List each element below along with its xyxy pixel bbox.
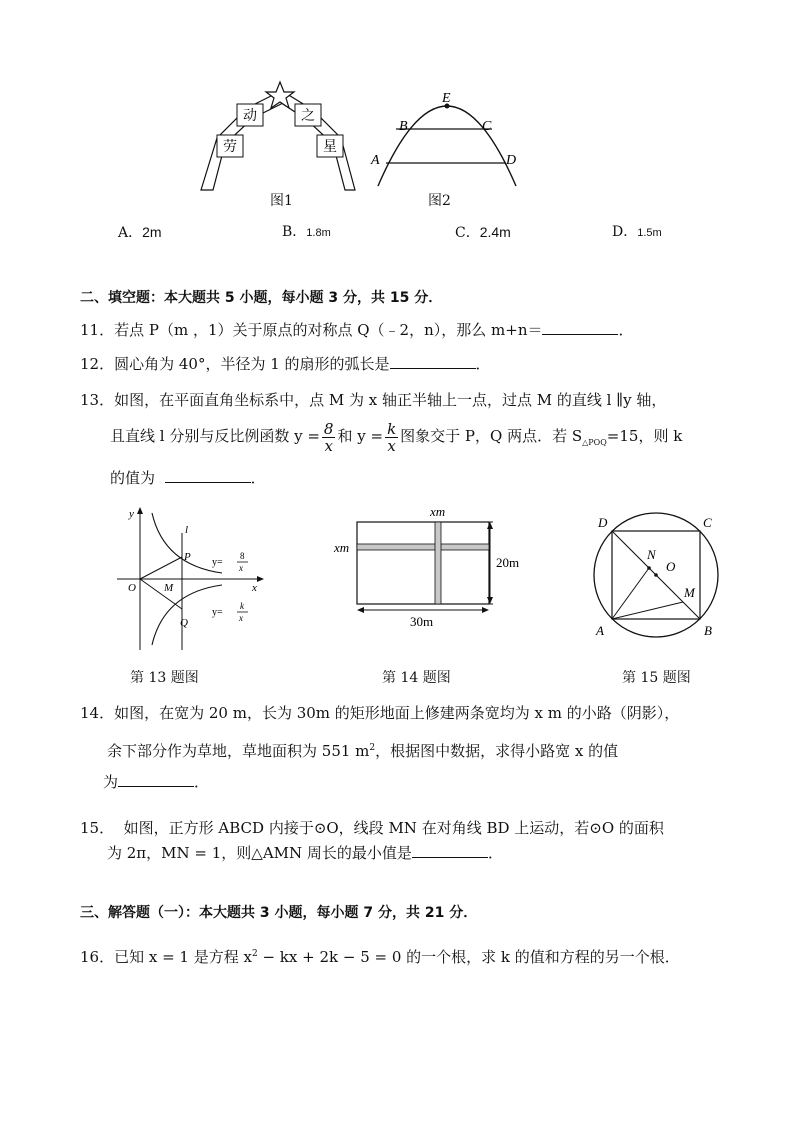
fig1-char-1: 劳 — [223, 140, 237, 155]
fig15-label-b: B — [704, 623, 712, 638]
fig13-label-y: y — [129, 508, 134, 520]
q14-line2: 余下部分作为草地，草地面积为 551 m — [107, 742, 370, 760]
fig15-label-m: M — [684, 585, 695, 600]
fig14-bottom-label: 30m — [410, 614, 434, 629]
q14-answer-blank[interactable] — [118, 772, 194, 787]
q16-number: 16． — [80, 948, 115, 966]
fig13-curve1-prefix: y= — [212, 557, 223, 568]
question-11 — [80, 320, 634, 340]
fig15-label-n: N — [647, 547, 656, 562]
q16-superscript: 2 — [251, 949, 258, 959]
q11-text: 若点 P（m ，1）关于原点的对称点 Q（﹣2，n），那么 m+n＝ — [114, 321, 543, 339]
fig15-label-d: D — [598, 515, 608, 530]
q13-line-1 — [80, 390, 666, 410]
option-d-letter: D． — [612, 224, 638, 240]
q15-number: 15． — [80, 819, 115, 837]
q15-line-1 — [80, 818, 664, 838]
q14-line-2 — [107, 738, 618, 761]
option-c-letter: C． — [455, 225, 480, 241]
fig2-label-e: E — [442, 91, 451, 106]
option-b-letter: B． — [282, 224, 307, 240]
question-12 — [80, 354, 491, 374]
option-c — [455, 222, 511, 243]
fig2-label-b: B — [399, 119, 408, 134]
fig1-caption: 图1 — [270, 193, 293, 209]
q14-line1: 如图，在宽为 20 m，长为 30m 的矩形地面上修建两条宽均为 x m 的小路（阴影）， — [114, 704, 680, 722]
section-3-heading: 三、解答题（一）：本大题共 3 小题，每小题 7 分，共 21 分． — [80, 905, 478, 921]
option-b-value: 1.8m — [306, 227, 331, 239]
q13-number: 13． — [80, 391, 115, 409]
q12-end: ． — [475, 355, 491, 373]
q13-line2-b: 和 y = — [337, 427, 384, 445]
q14-line3: 为 — [103, 773, 119, 791]
q15-end: ． — [487, 844, 503, 862]
fig13-label-x: x — [252, 582, 257, 594]
q13-answer-blank[interactable] — [165, 468, 251, 483]
fig13-label-q: Q — [180, 617, 188, 629]
option-d-value: 1.5m — [637, 227, 662, 239]
q13-fraction-8-over-x: $\frac{8}{x}$ — [323, 419, 334, 455]
q16-text-b: − kx + 2k − 5 = 0 的一个根，求 k 的值和方程的另一个根． — [257, 948, 680, 966]
q15-answer-blank[interactable] — [412, 843, 488, 858]
q14-superscript: 2 — [369, 743, 376, 753]
question-16 — [80, 944, 680, 967]
fig2-label-c: C — [482, 119, 492, 134]
figure-2 — [368, 86, 528, 191]
fig13-curve1-den: x — [239, 563, 243, 573]
option-a-letter: A． — [118, 225, 143, 241]
q12-text: 圆心角为 40°，半径为 1 的扇形的弧长是 — [114, 355, 390, 373]
fig1-char-3: 之 — [301, 109, 315, 124]
fig2-caption: 图2 — [428, 193, 451, 209]
option-c-value: 2.4m — [479, 224, 511, 240]
fig15-label-a: A — [596, 623, 604, 638]
q15-line1: 如图，正方形 ABCD 内接于⊙O，线段 MN 在对角线 BD 上运动，若⊙O 的面积 — [123, 819, 664, 837]
option-a-value: 2m — [142, 224, 162, 240]
fig13-label-m: M — [164, 582, 174, 594]
fig2-label-a: A — [371, 153, 380, 168]
fig14-caption: 第 14 题图 — [382, 670, 451, 686]
q13-end: ． — [250, 469, 266, 487]
figure-13 — [112, 505, 272, 655]
q14-line-1 — [80, 703, 679, 723]
option-b — [282, 222, 331, 243]
fig14-top-label: xm — [430, 504, 446, 519]
q13-line2-a: 且直线 l 分别与反比例函数 y = — [110, 427, 320, 445]
q13-line1: 如图，在平面直角坐标系中，点 M 为 x 轴正半轴上一点，过点 M 的直线 l ∥y 轴， — [114, 391, 667, 409]
fig13-label-p: P — [184, 551, 191, 563]
q15-line-2 — [107, 843, 503, 863]
figure-14 — [330, 502, 530, 642]
option-d — [612, 222, 662, 243]
q12-number: 12． — [80, 355, 115, 373]
q12-answer-blank[interactable] — [390, 354, 476, 369]
q13-line2-c: 图象交于 P，Q 两点．若 S — [400, 427, 583, 445]
fig14-left-label: xm — [334, 540, 350, 555]
q14-number: 14． — [80, 704, 115, 722]
q11-answer-blank[interactable] — [542, 320, 618, 335]
figure-15 — [588, 505, 728, 645]
q13-fraction-k-over-x: $\frac{k}{x}$ — [387, 419, 397, 455]
q13-line-2 — [110, 416, 682, 463]
fig2-label-d: D — [506, 153, 517, 168]
q13-line3: 的值为 — [110, 469, 156, 487]
fig15-label-o: O — [666, 559, 676, 574]
fig15-label-c: C — [703, 515, 712, 530]
q11-end: ． — [618, 321, 634, 339]
fig13-curve2-den: x — [239, 613, 243, 623]
figure-1 — [195, 80, 365, 195]
fig13-curve2-num: k — [240, 601, 244, 611]
fig1-char-2: 动 — [243, 109, 257, 124]
q13-line-3 — [110, 468, 266, 488]
q11-number: 11． — [80, 321, 115, 339]
fig15-caption: 第 15 题图 — [622, 670, 691, 686]
q14-line-3 — [103, 772, 209, 792]
section-2-heading: 二、填空题：本大题共 5 小题，每小题 3 分，共 15 分． — [80, 290, 443, 306]
q14-line2-end: ，根据图中数据，求得小路宽 x 的值 — [375, 742, 619, 760]
option-a — [118, 222, 162, 243]
fig13-label-o: O — [128, 582, 136, 594]
q15-line2: 为 2π，MN = 1，则△AMN 周长的最小值是 — [107, 844, 412, 862]
fig13-label-l: l — [185, 524, 189, 536]
fig1-char-4: 星 — [323, 140, 337, 155]
fig13-caption: 第 13 题图 — [130, 670, 199, 686]
fig13-curve2-prefix: y= — [212, 607, 223, 618]
fig13-curve1-num: 8 — [240, 551, 245, 561]
q16-text-a: 已知 x = 1 是方程 x — [114, 948, 252, 966]
q13-line2-d: =15，则 k — [606, 427, 683, 445]
q13-subscript: △POQ — [582, 438, 607, 447]
fig14-right-label: 20m — [496, 555, 520, 570]
q14-end: ． — [194, 773, 210, 791]
